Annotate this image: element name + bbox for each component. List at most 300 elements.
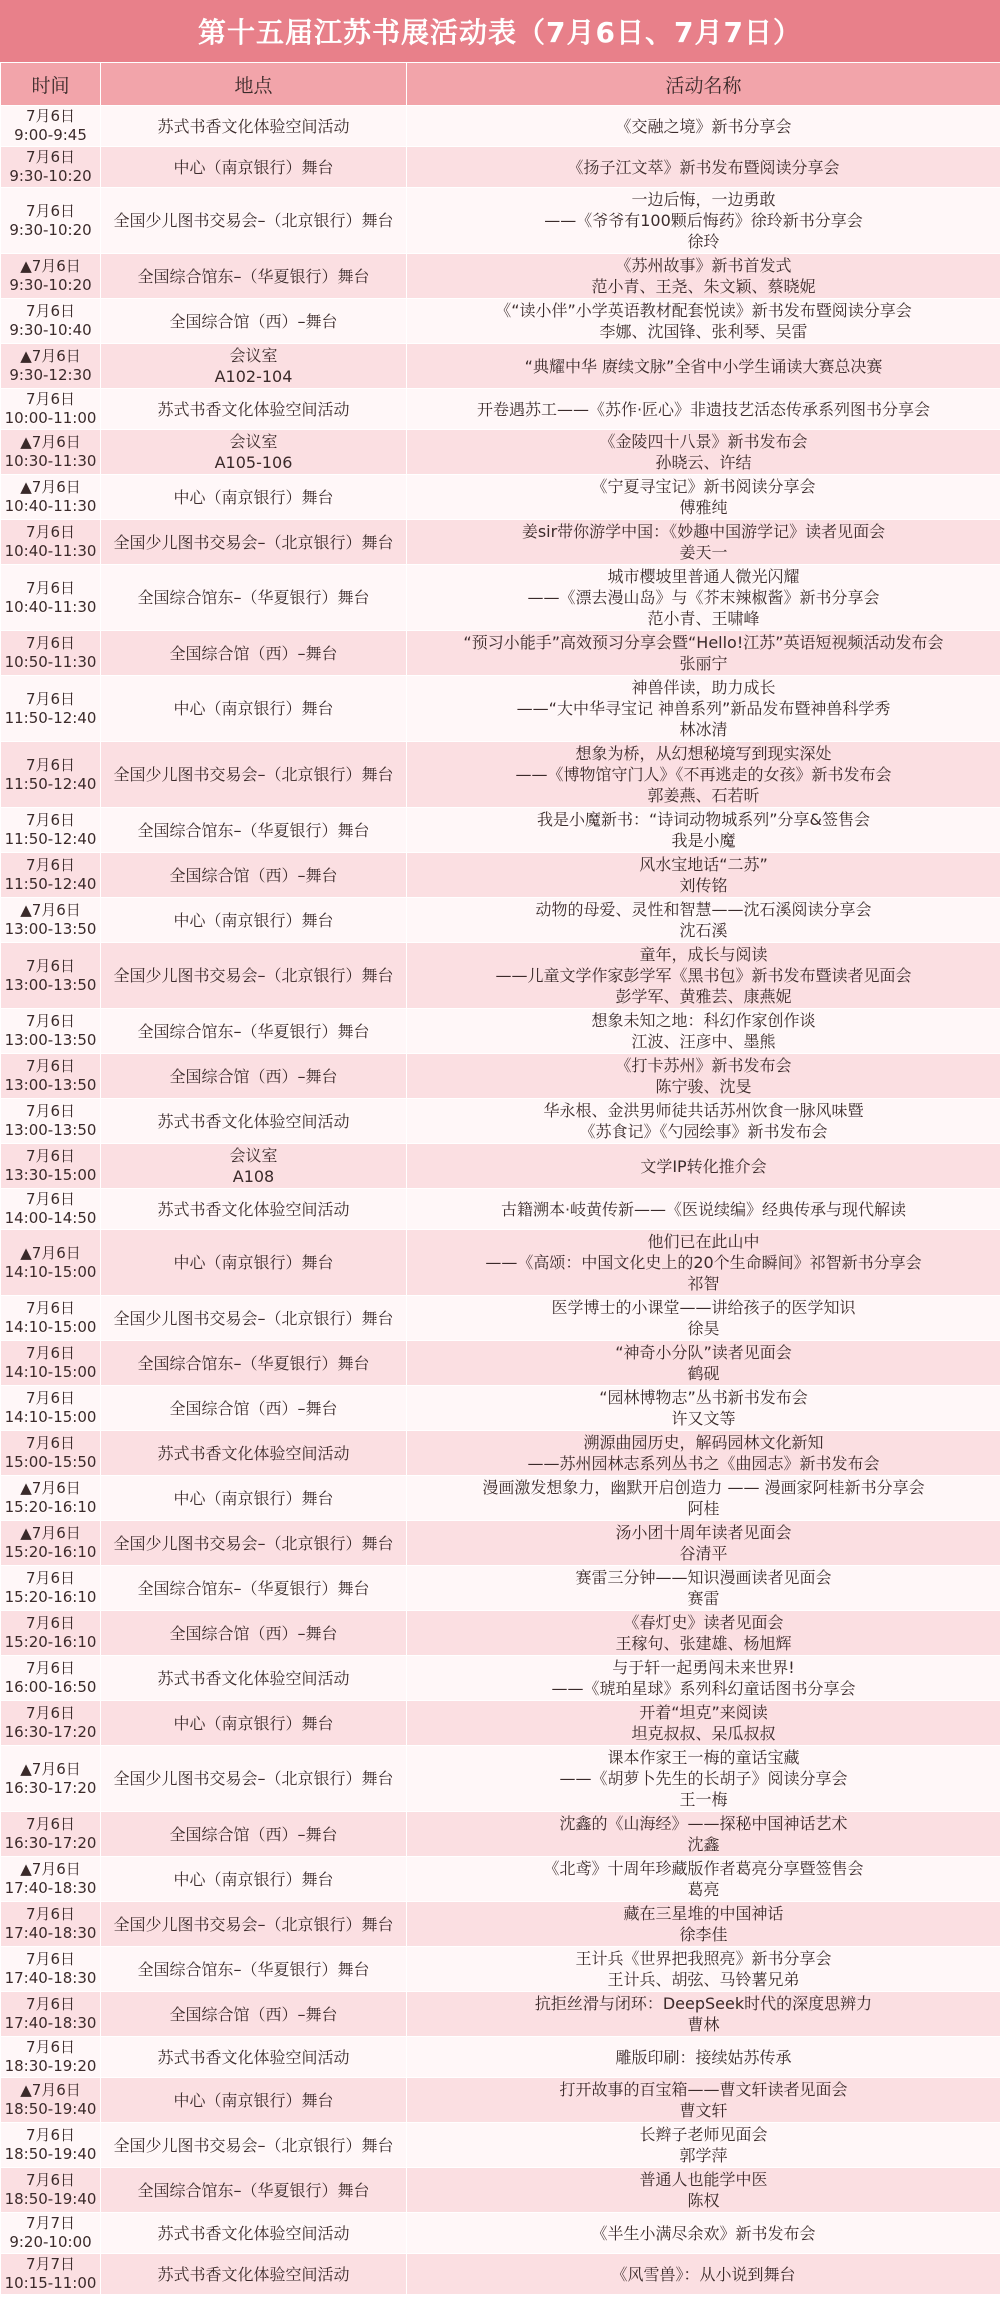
- event-time: 13:30-15:00: [4, 1166, 97, 1184]
- location-cell: [101, 1566, 407, 1611]
- location-cell: [101, 2168, 407, 2213]
- event-time: 15:20-16:10: [4, 1543, 97, 1561]
- event-time: 17:40-18:30: [4, 1924, 97, 1942]
- location-line: 全国少儿图书交易会–（北京银行）舞台: [113, 2135, 394, 2155]
- activity-cell: [407, 808, 1000, 853]
- location-line: 中心（南京银行）舞台: [173, 1488, 334, 1508]
- location-cell: [101, 631, 407, 676]
- table-row: [1, 389, 1000, 430]
- schedule-table: [0, 62, 1000, 2295]
- event-time: 9:30-10:20: [9, 276, 92, 294]
- activity-cell: [407, 1341, 1000, 1386]
- activity-line: 普通人也能学中医: [639, 2170, 768, 2189]
- event-date: 7月6日: [25, 1344, 76, 1362]
- location-cell: [101, 1902, 407, 1947]
- activity-cell: [407, 2123, 1000, 2168]
- activity-line: ——儿童文学作家彭学军《黑书包》新书发布暨读者见面会: [495, 966, 912, 985]
- event-date: ▲7月6日: [20, 1243, 81, 1262]
- table-row: [1, 898, 1000, 943]
- table-row: [1, 188, 1000, 254]
- activity-line: 葛亮: [687, 1880, 720, 1899]
- location-line: 全国综合馆东–（华夏银行）舞台: [137, 1959, 370, 1979]
- event-time: 10:40-11:30: [4, 597, 97, 616]
- event-date: 7月6日: [25, 1389, 76, 1407]
- activity-cell: [407, 565, 1000, 631]
- event-time: 13:00-13:50: [4, 1076, 97, 1094]
- activity-line: 陈权: [687, 2191, 720, 2210]
- activity-cell: [407, 1189, 1000, 1230]
- activity-line: ——《爷爷有100颗后悔药》徐玲新书分享会: [544, 211, 863, 230]
- event-time: 11:50-12:40: [4, 708, 97, 727]
- location-cell: [101, 430, 407, 475]
- activity-line: ——《胡萝卜先生的长胡子》阅读分享会: [559, 1769, 848, 1788]
- activity-line: 《交融之境》新书分享会: [615, 116, 792, 136]
- activity-cell: [407, 1611, 1000, 1656]
- event-date: 7月6日: [25, 1102, 76, 1120]
- event-date: 7月6日: [25, 1704, 76, 1722]
- activity-line: “神奇小分队”读者见面会: [615, 1343, 792, 1362]
- activity-cell: [407, 2213, 1000, 2254]
- activity-line: 城市樱坡里普通人微光闪耀: [607, 567, 800, 586]
- activity-line: 徐李佳: [679, 1925, 728, 1944]
- activity-line: 古籍溯本·岐黄传新——《医说续编》经典传承与现代解读: [500, 1199, 907, 1219]
- activity-line: 与于轩一起勇闯未来世界!: [612, 1658, 795, 1677]
- event-time: 10:00-11:00: [4, 409, 97, 427]
- time-cell: [1, 898, 101, 943]
- activity-cell: [407, 299, 1000, 344]
- location-line: 全国综合馆（西）–舞台: [169, 1066, 338, 1086]
- table-row: [1, 2123, 1000, 2168]
- time-cell: [1, 106, 101, 147]
- event-time: 11:50-12:40: [4, 830, 97, 848]
- time-cell: [1, 1566, 101, 1611]
- activity-line: 范小青、王尧、朱文颖、蔡晓妮: [591, 277, 816, 296]
- event-time: 15:20-16:10: [4, 1633, 97, 1651]
- location-cell: [101, 1611, 407, 1656]
- activity-line: 王计兵《世界把我照亮》新书分享会: [575, 1949, 832, 1968]
- location-cell: [101, 1009, 407, 1054]
- table-header-row: [1, 63, 1000, 106]
- activity-line: 《风雪兽》：从小说到舞台: [611, 2264, 796, 2284]
- activity-cell: [407, 1812, 1000, 1857]
- event-date: ▲7月6日: [20, 347, 81, 365]
- time-cell: [1, 1144, 101, 1189]
- activity-cell: [407, 742, 1000, 808]
- activity-cell: [407, 475, 1000, 520]
- activity-cell: [407, 147, 1000, 188]
- event-time: 15:20-16:10: [4, 1588, 97, 1606]
- activity-line: 《金陵四十八景》新书发布会: [599, 432, 808, 451]
- location-cell: [101, 676, 407, 742]
- event-time: 9:30-10:20: [9, 220, 92, 239]
- activity-line: 傅雅纯: [679, 498, 728, 517]
- table-row: [1, 475, 1000, 520]
- activity-line: 李娜、沈国锋、张利琴、吴雷: [599, 322, 808, 341]
- location-line: 全国少儿图书交易会–（北京银行）舞台: [113, 966, 394, 985]
- event-time: 14:00-14:50: [4, 1209, 97, 1227]
- location-line: 全国少儿图书交易会–（北京银行）舞台: [113, 1308, 394, 1328]
- location-line: 中心（南京银行）舞台: [173, 699, 334, 718]
- location-line: 全国综合馆（西）–舞台: [169, 865, 338, 885]
- time-cell: [1, 1746, 101, 1812]
- location-cell: [101, 1701, 407, 1746]
- event-date: ▲7月6日: [20, 433, 81, 451]
- location-cell: [101, 1296, 407, 1341]
- location-line: A105-106: [214, 453, 293, 472]
- table-row: [1, 1566, 1000, 1611]
- table-row: [1, 1296, 1000, 1341]
- table-row: [1, 1099, 1000, 1144]
- event-time: 10:50-11:30: [4, 653, 97, 671]
- activity-line: 童年，成长与阅读: [639, 945, 768, 964]
- location-line: 苏式书香文化体验空间活动: [157, 1443, 350, 1463]
- location-line: 全国综合馆（西）–舞台: [169, 2004, 338, 2024]
- event-time: 16:30-17:20: [4, 1778, 97, 1797]
- activity-cell: [407, 1701, 1000, 1746]
- location-line: 苏式书香文化体验空间活动: [157, 2223, 350, 2243]
- table-row: [1, 2213, 1000, 2254]
- activity-line: 祁智: [687, 1274, 720, 1293]
- event-time: 9:30-12:30: [9, 366, 92, 384]
- activity-line: 《“读小伴”小学英语教材配套悦读》新书发布暨阅读分享会: [495, 301, 912, 320]
- activity-cell: [407, 2037, 1000, 2078]
- table-row: [1, 1476, 1000, 1521]
- location-line: 会议室: [229, 432, 278, 451]
- location-cell: [101, 1230, 407, 1296]
- time-cell: [1, 808, 101, 853]
- activity-line: ——《博物馆守门人》《不再逃走的女孩》新书发布会: [515, 765, 892, 784]
- location-cell: [101, 254, 407, 299]
- activity-line: 沈鑫: [687, 1835, 720, 1854]
- event-date: 7月6日: [25, 2038, 76, 2056]
- location-line: 全国综合馆东–（华夏银行）舞台: [137, 2180, 370, 2200]
- event-date: 7月6日: [25, 1815, 76, 1833]
- time-cell: [1, 147, 101, 188]
- location-cell: [101, 147, 407, 188]
- location-cell: [101, 1521, 407, 1566]
- time-cell: [1, 520, 101, 565]
- time-cell: [1, 475, 101, 520]
- time-cell: [1, 299, 101, 344]
- activity-line: 我是小魔新书：“诗词动物城系列”分享&签售会: [536, 810, 871, 829]
- location-cell: [101, 742, 407, 808]
- activity-line: “典耀中华 赓续文脉”全省中小学生诵读大赛总决赛: [524, 356, 883, 376]
- activity-cell: [407, 1009, 1000, 1054]
- table-row: [1, 430, 1000, 475]
- location-cell: [101, 898, 407, 943]
- event-date: ▲7月6日: [20, 1860, 81, 1878]
- time-cell: [1, 1341, 101, 1386]
- event-time: 17:40-18:30: [4, 1879, 97, 1897]
- event-time: 10:15-11:00: [4, 2274, 97, 2292]
- table-row: [1, 2254, 1000, 2295]
- event-time: 10:40-11:30: [4, 497, 97, 515]
- table-row: [1, 520, 1000, 565]
- event-time: 18:50-19:40: [4, 2145, 97, 2163]
- event-date: ▲7月6日: [20, 1479, 81, 1497]
- event-date: 7月6日: [25, 1569, 76, 1587]
- activity-line: 徐昊: [687, 1319, 720, 1338]
- activity-line: 医学博士的小课堂——讲给孩子的医学知识: [551, 1298, 856, 1317]
- activity-cell: [407, 106, 1000, 147]
- event-time: 11:50-12:40: [4, 875, 97, 893]
- location-line: A108: [232, 1167, 275, 1186]
- location-line: 会议室: [229, 1146, 278, 1165]
- event-time: 10:30-11:30: [4, 452, 97, 470]
- event-time: 14:10-15:00: [4, 1262, 97, 1281]
- time-cell: [1, 853, 101, 898]
- event-time: 9:30-10:40: [9, 321, 92, 339]
- location-line: 全国综合馆东–（华夏银行）舞台: [137, 1578, 370, 1598]
- activity-line: 他们已在此山中: [647, 1232, 760, 1251]
- location-line: 中心（南京银行）舞台: [173, 1869, 334, 1889]
- event-time: 16:30-17:20: [4, 1723, 97, 1741]
- event-date: 7月6日: [25, 107, 76, 125]
- time-cell: [1, 1857, 101, 1902]
- event-date: 7月6日: [25, 1614, 76, 1632]
- event-date: 7月6日: [25, 689, 76, 708]
- event-date: 7月6日: [25, 1995, 76, 2013]
- event-date: 7月6日: [25, 1434, 76, 1452]
- activity-cell: [407, 1431, 1000, 1476]
- activity-line: ——“大中华寻宝记 神兽系列”新品发布暨神兽科学秀: [516, 699, 891, 718]
- activity-line: 雕版印刷：接续姑苏传承: [615, 2047, 792, 2067]
- title-bar: [0, 0, 1000, 62]
- activity-cell: [407, 1054, 1000, 1099]
- event-date: 7月6日: [25, 1950, 76, 1968]
- table-row: [1, 1812, 1000, 1857]
- activity-line: 《打卡苏州》新书发布会: [615, 1056, 792, 1075]
- event-time: 9:30-10:20: [9, 167, 92, 185]
- page-title: 第十五届江苏书展活动表（7月6日、7月7日）: [198, 16, 802, 49]
- table-row: [1, 1611, 1000, 1656]
- activity-cell: [407, 1230, 1000, 1296]
- activity-line: 王一梅: [679, 1790, 728, 1809]
- location-cell: [101, 1812, 407, 1857]
- time-cell: [1, 2168, 101, 2213]
- location-cell: [101, 188, 407, 254]
- activity-line: “园林博物志”丛书新书发布会: [599, 1388, 808, 1407]
- location-line: 中心（南京银行）舞台: [173, 157, 334, 177]
- header-location: 地点: [101, 63, 407, 106]
- activity-line: ——《高颂：中国文化史上的20个生命瞬间》祁智新书分享会: [485, 1253, 922, 1272]
- activity-cell: [407, 676, 1000, 742]
- activity-cell: [407, 2254, 1000, 2295]
- location-line: 全国少儿图书交易会–（北京银行）舞台: [113, 211, 394, 230]
- event-date: 7月6日: [25, 1905, 76, 1923]
- event-date: 7月6日: [25, 302, 76, 320]
- activity-cell: [407, 1992, 1000, 2037]
- schedule-body: [1, 106, 1000, 2295]
- table-row: [1, 1521, 1000, 1566]
- time-cell: [1, 2078, 101, 2123]
- location-cell: [101, 1947, 407, 1992]
- time-cell: [1, 254, 101, 299]
- activity-cell: [407, 344, 1000, 389]
- activity-line: 刘传铭: [679, 876, 728, 895]
- location-line: 全国综合馆东–（华夏银行）舞台: [137, 588, 370, 607]
- event-date: ▲7月6日: [20, 478, 81, 496]
- activity-line: 《苏州故事》新书首发式: [615, 256, 792, 275]
- activity-line: 课本作家王一梅的童话宝藏: [607, 1748, 800, 1767]
- location-cell: [101, 2037, 407, 2078]
- location-cell: [101, 2254, 407, 2295]
- event-date: 7月7日: [25, 2255, 76, 2273]
- activity-cell: [407, 188, 1000, 254]
- header-time: 时间: [1, 63, 101, 106]
- location-line: 全国综合馆东–（华夏银行）舞台: [137, 1353, 370, 1373]
- activity-line: 沈石溪: [679, 921, 728, 940]
- activity-cell: [407, 2168, 1000, 2213]
- table-row: [1, 1992, 1000, 2037]
- event-time: 17:40-18:30: [4, 1969, 97, 1987]
- location-cell: [101, 2213, 407, 2254]
- location-line: 全国综合馆（西）–舞台: [169, 311, 338, 331]
- activity-cell: [407, 898, 1000, 943]
- event-time: 14:10-15:00: [4, 1408, 97, 1426]
- location-line: 全国综合馆东–（华夏银行）舞台: [137, 266, 370, 286]
- location-cell: [101, 1656, 407, 1701]
- table-row: [1, 1656, 1000, 1701]
- location-line: A102-104: [214, 367, 293, 386]
- location-cell: [101, 389, 407, 430]
- location-line: 苏式书香文化体验空间活动: [157, 2047, 350, 2067]
- time-cell: [1, 1992, 101, 2037]
- event-time: 9:20-10:00: [9, 2233, 92, 2251]
- location-line: 全国综合馆（西）–舞台: [169, 1623, 338, 1643]
- table-row: [1, 943, 1000, 1009]
- time-cell: [1, 565, 101, 631]
- location-line: 苏式书香文化体验空间活动: [157, 399, 350, 419]
- time-cell: [1, 631, 101, 676]
- location-line: 全国综合馆（西）–舞台: [169, 1824, 338, 1844]
- activity-cell: [407, 2078, 1000, 2123]
- activity-cell: [407, 389, 1000, 430]
- activity-line: 藏在三星堆的中国神话: [623, 1904, 784, 1923]
- event-time: 14:10-15:00: [4, 1363, 97, 1381]
- activity-line: 赛雷三分钟——知识漫画读者见面会: [575, 1568, 832, 1587]
- table-row: [1, 853, 1000, 898]
- activity-line: 动物的母爱、灵性和智慧——沈石溪阅读分享会: [535, 900, 872, 919]
- activity-line: 范小青、王啸峰: [647, 609, 760, 628]
- activity-line: 溯源曲园历史，解码园林文化新知: [583, 1433, 824, 1452]
- activity-cell: [407, 430, 1000, 475]
- event-time: 16:30-17:20: [4, 1834, 97, 1852]
- activity-cell: [407, 254, 1000, 299]
- time-cell: [1, 1189, 101, 1230]
- activity-line: 《半生小满尽余欢》新书发布会: [591, 2223, 816, 2243]
- event-time: 16:00-16:50: [4, 1678, 97, 1696]
- time-cell: [1, 1296, 101, 1341]
- time-cell: [1, 1947, 101, 1992]
- activity-line: 王计兵、胡弦、马铃薯兄弟: [607, 1970, 800, 1989]
- location-line: 苏式书香文化体验空间活动: [157, 2264, 350, 2284]
- activity-line: 《苏食记》《勺园绘事》新书发布会: [579, 1122, 828, 1141]
- activity-cell: [407, 1476, 1000, 1521]
- location-cell: [101, 943, 407, 1009]
- time-cell: [1, 943, 101, 1009]
- activity-line: 姜天一: [679, 543, 728, 562]
- event-time: 18:50-19:40: [4, 2100, 97, 2118]
- activity-line: 我是小魔: [671, 831, 736, 850]
- activity-line: 谷清平: [679, 1544, 728, 1563]
- event-date: ▲7月6日: [20, 2081, 81, 2099]
- location-line: 全国少儿图书交易会–（北京银行）舞台: [113, 1533, 394, 1553]
- time-cell: [1, 1902, 101, 1947]
- activity-line: 沈鑫的《山海经》——探秘中国神话艺术: [559, 1814, 848, 1833]
- location-line: 苏式书香文化体验空间活动: [157, 116, 350, 136]
- table-row: [1, 344, 1000, 389]
- time-cell: [1, 1054, 101, 1099]
- table-row: [1, 147, 1000, 188]
- event-date: 7月6日: [25, 856, 76, 874]
- location-line: 全国综合馆东–（华夏银行）舞台: [137, 820, 370, 840]
- activity-cell: [407, 1099, 1000, 1144]
- table-row: [1, 1857, 1000, 1902]
- location-cell: [101, 2078, 407, 2123]
- location-line: 全国综合馆（西）–舞台: [169, 1398, 338, 1418]
- activity-line: 许又文等: [671, 1409, 736, 1428]
- event-time: 13:00-13:50: [4, 1121, 97, 1139]
- location-line: 中心（南京银行）舞台: [173, 1713, 334, 1733]
- table-row: [1, 1701, 1000, 1746]
- event-date: 7月6日: [25, 148, 76, 166]
- activity-line: 坦克叔叔、呆瓜叔叔: [631, 1724, 776, 1743]
- activity-cell: [407, 1521, 1000, 1566]
- event-date: 7月6日: [25, 2171, 76, 2189]
- event-date: 7月6日: [25, 1057, 76, 1075]
- table-row: [1, 2168, 1000, 2213]
- event-date: 7月6日: [25, 578, 76, 597]
- table-row: [1, 1189, 1000, 1230]
- activity-line: 想象为桥，从幻想秘境写到现实深处: [575, 744, 832, 763]
- event-date: 7月6日: [25, 1012, 76, 1030]
- time-cell: [1, 1476, 101, 1521]
- table-row: [1, 1947, 1000, 1992]
- activity-line: 想象未知之地：科幻作家创作谈: [591, 1011, 816, 1030]
- location-line: 中心（南京银行）舞台: [173, 487, 334, 507]
- activity-line: 漫画激发想象力，幽默开启创造力 —— 漫画家阿桂新书分享会: [482, 1478, 925, 1497]
- activity-line: 《扬子江文萃》新书发布暨阅读分享会: [567, 157, 840, 177]
- time-cell: [1, 188, 101, 254]
- time-cell: [1, 2037, 101, 2078]
- activity-line: 郭学萍: [679, 2146, 728, 2165]
- time-cell: [1, 344, 101, 389]
- activity-line: ——《琥珀星球》系列科幻童话图书分享会: [551, 1679, 856, 1698]
- time-cell: [1, 1611, 101, 1656]
- activity-line: 曹文轩: [679, 2101, 728, 2120]
- event-date: 7月6日: [25, 755, 76, 774]
- location-cell: [101, 475, 407, 520]
- location-cell: [101, 565, 407, 631]
- activity-line: 孙晓云、许结: [655, 453, 752, 472]
- event-date: 7月6日: [25, 1659, 76, 1677]
- location-line: 全国少儿图书交易会–（北京银行）舞台: [113, 765, 394, 784]
- activity-cell: [407, 853, 1000, 898]
- activity-cell: [407, 631, 1000, 676]
- location-cell: [101, 344, 407, 389]
- header-activity: 活动名称: [407, 63, 1000, 106]
- location-line: 会议室: [229, 346, 278, 365]
- table-row: [1, 2078, 1000, 2123]
- time-cell: [1, 1099, 101, 1144]
- location-line: 中心（南京银行）舞台: [173, 2090, 334, 2110]
- location-cell: [101, 1857, 407, 1902]
- time-cell: [1, 430, 101, 475]
- activity-line: 开着“坦克”来阅读: [639, 1703, 768, 1722]
- time-cell: [1, 1009, 101, 1054]
- location-line: 全国少儿图书交易会–（北京银行）舞台: [113, 1769, 394, 1788]
